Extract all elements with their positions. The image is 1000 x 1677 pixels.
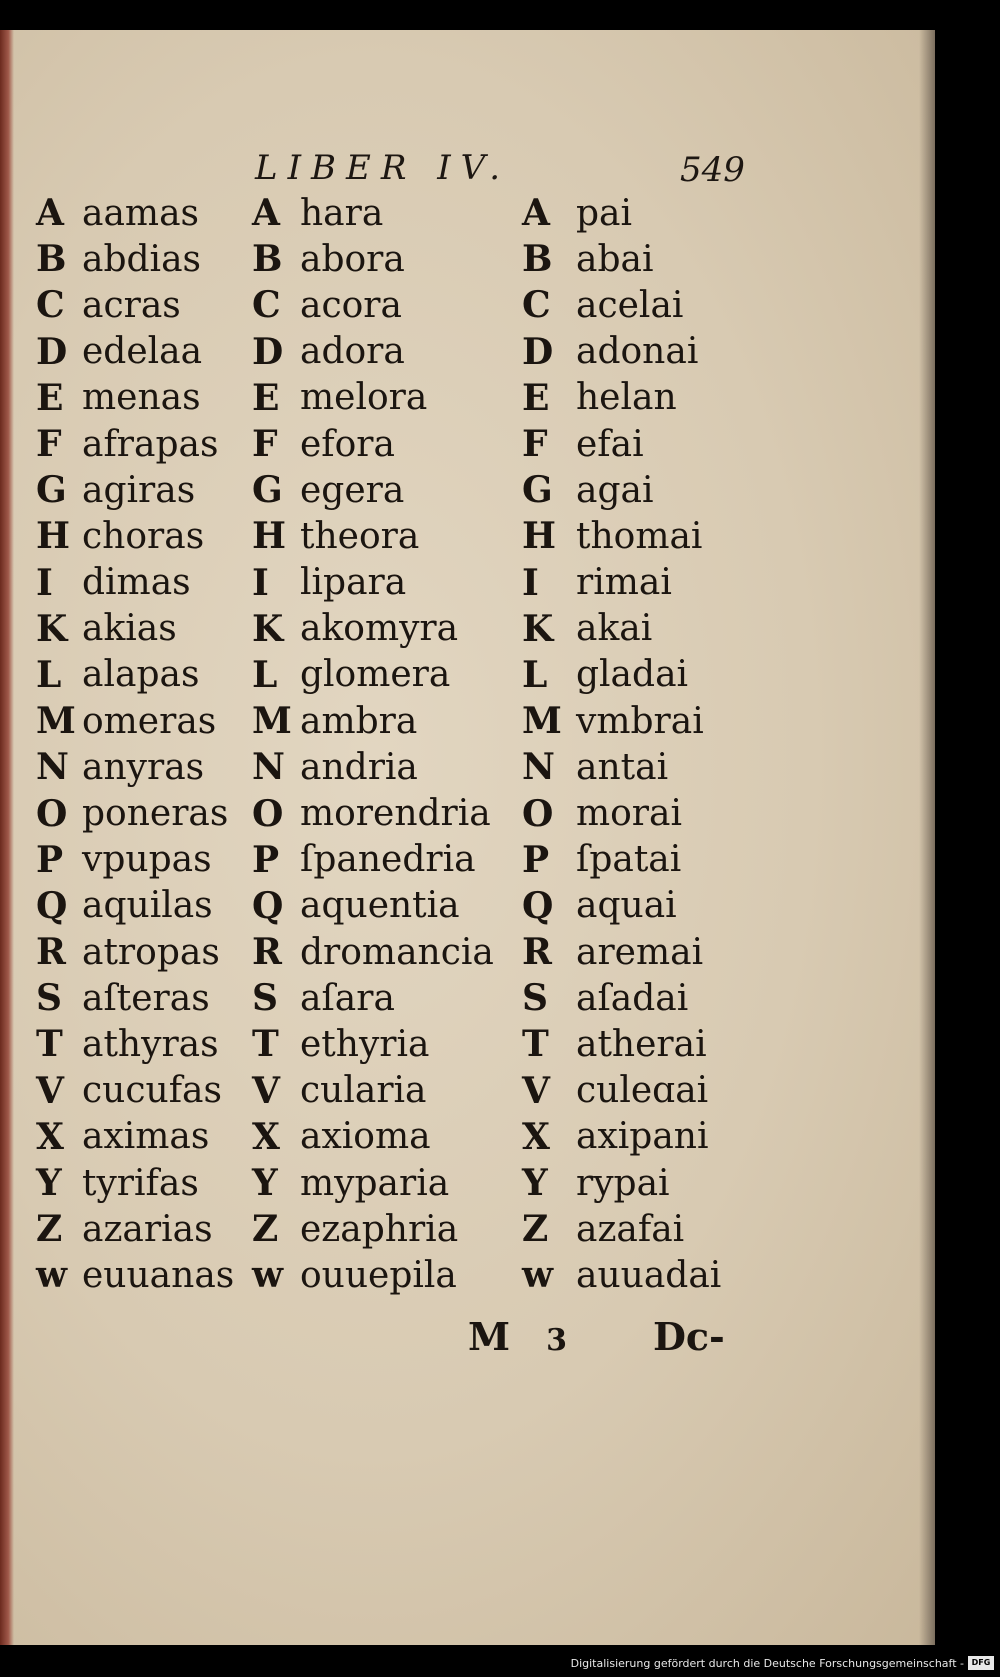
cipher-row xyxy=(522,236,721,282)
page-number: 549 xyxy=(680,150,745,190)
row-word: hara xyxy=(300,192,384,234)
row-word: axipani xyxy=(576,1116,709,1158)
cipher-row xyxy=(522,883,721,929)
cipher-row xyxy=(522,744,721,790)
row-word: azafai xyxy=(576,1208,685,1250)
row-letter: O xyxy=(36,792,68,835)
row-letter: G xyxy=(252,469,283,512)
row-word: edelaa xyxy=(82,331,203,373)
row-word: ſpatai xyxy=(576,839,682,881)
row-letter: V xyxy=(36,1069,64,1112)
row-word: ambra xyxy=(300,700,418,742)
row-letter: S xyxy=(36,977,62,1020)
row-letter: E xyxy=(36,376,64,419)
cipher-row xyxy=(522,790,721,836)
cipher-row xyxy=(522,1114,721,1160)
row-letter: P xyxy=(522,838,550,881)
cipher-row xyxy=(36,282,234,328)
row-letter: A xyxy=(36,192,64,235)
row-word: akias xyxy=(82,608,177,650)
row-word: aſadai xyxy=(576,977,689,1019)
cipher-row xyxy=(252,329,494,375)
cipher-row xyxy=(252,975,494,1021)
row-word: gladai xyxy=(576,654,689,696)
row-word: abdias xyxy=(82,238,202,280)
cipher-row xyxy=(252,698,494,744)
running-head: LIBER IV. xyxy=(255,148,511,188)
dfg-logo: DFG xyxy=(968,1656,994,1670)
row-letter: K xyxy=(522,607,554,650)
signature-mark: M xyxy=(468,1314,511,1359)
cipher-row xyxy=(522,975,721,1021)
signature-number: 3 xyxy=(546,1323,567,1358)
row-letter: S xyxy=(252,977,278,1020)
cipher-row xyxy=(252,1252,494,1298)
row-letter: C xyxy=(522,284,551,327)
row-word: aquilas xyxy=(82,885,213,927)
row-word: efai xyxy=(576,423,644,465)
row-word: ouuepila xyxy=(300,1254,457,1296)
cipher-row xyxy=(252,790,494,836)
row-letter: O xyxy=(522,792,554,835)
row-letter: Z xyxy=(36,1208,63,1251)
row-word: rimai xyxy=(576,562,672,604)
row-letter: E xyxy=(252,376,280,419)
row-letter: R xyxy=(522,931,552,974)
cipher-row xyxy=(36,790,234,836)
row-letter: P xyxy=(36,838,64,881)
cipher-row xyxy=(252,652,494,698)
row-word: auuadai xyxy=(576,1254,722,1296)
cipher-row xyxy=(252,375,494,421)
row-word: agiras xyxy=(82,469,196,511)
cipher-row xyxy=(252,1160,494,1206)
cipher-row xyxy=(522,1068,721,1114)
row-word: atropas xyxy=(82,931,220,973)
row-letter: F xyxy=(36,423,62,466)
cipher-row xyxy=(252,837,494,883)
cipher-row xyxy=(36,513,234,559)
row-word: euuanas xyxy=(82,1254,235,1296)
row-word: pai xyxy=(576,192,633,234)
row-letter: D xyxy=(252,330,284,373)
row-word: thomai xyxy=(576,515,703,557)
row-letter: B xyxy=(36,238,67,281)
row-letter: K xyxy=(36,607,68,650)
cipher-row xyxy=(36,1114,234,1160)
row-word: rypai xyxy=(576,1162,670,1204)
cipher-row xyxy=(252,1206,494,1252)
cipher-row xyxy=(522,560,721,606)
cipher-row xyxy=(36,421,234,467)
cipher-row xyxy=(36,975,234,1021)
row-letter: C xyxy=(36,284,65,327)
row-word: adonai xyxy=(576,331,699,373)
cipher-row xyxy=(522,329,721,375)
row-word: myparia xyxy=(300,1162,450,1204)
row-word: culeɑai xyxy=(576,1070,709,1112)
row-word: aquentia xyxy=(300,885,460,927)
cipher-row xyxy=(36,467,234,513)
row-word: alapas xyxy=(82,654,200,696)
row-letter: Y xyxy=(522,1162,548,1205)
row-word: vmbrai xyxy=(576,700,704,742)
cipher-row xyxy=(252,190,494,236)
cipher-row xyxy=(522,929,721,975)
row-letter: M xyxy=(252,700,292,743)
row-letter: w xyxy=(252,1254,283,1297)
row-letter: w xyxy=(36,1254,67,1297)
row-letter: L xyxy=(252,653,278,696)
cipher-row xyxy=(252,467,494,513)
row-word: athyras xyxy=(82,1023,219,1065)
cipher-row xyxy=(252,236,494,282)
cipher-row xyxy=(252,1068,494,1114)
cipher-row xyxy=(36,606,234,652)
row-word: poneras xyxy=(82,793,229,835)
row-letter: Q xyxy=(36,884,68,927)
cipher-row xyxy=(36,190,234,236)
cipher-row xyxy=(36,652,234,698)
row-word: antai xyxy=(576,746,669,788)
row-letter: X xyxy=(252,1115,280,1158)
cipher-row xyxy=(36,837,234,883)
cipher-row xyxy=(36,1021,234,1067)
row-letter: G xyxy=(522,469,553,512)
row-letter: M xyxy=(36,700,76,743)
cipher-column-3 xyxy=(522,190,721,1299)
row-word: morendria xyxy=(300,793,491,835)
cipher-row xyxy=(252,421,494,467)
row-letter: T xyxy=(252,1023,279,1066)
row-letter: w xyxy=(522,1254,553,1297)
row-letter: M xyxy=(522,700,562,743)
catchword: Dc- xyxy=(652,1314,725,1359)
row-letter: Z xyxy=(252,1208,279,1251)
row-word: morai xyxy=(576,793,682,835)
cipher-row xyxy=(36,375,234,421)
row-letter: V xyxy=(252,1069,280,1112)
row-word: acelai xyxy=(576,284,684,326)
row-letter: X xyxy=(522,1115,550,1158)
row-letter: L xyxy=(522,653,548,696)
row-letter: X xyxy=(36,1115,64,1158)
row-letter: C xyxy=(252,284,281,327)
cipher-row xyxy=(522,1252,721,1298)
row-word: acras xyxy=(82,284,181,326)
row-letter: P xyxy=(252,838,280,881)
cipher-row xyxy=(252,560,494,606)
row-word: axioma xyxy=(300,1116,431,1158)
row-word: afrapas xyxy=(82,423,219,465)
row-word: andria xyxy=(300,746,418,788)
row-letter: I xyxy=(522,561,539,604)
row-word: cucufas xyxy=(82,1070,222,1112)
cipher-row xyxy=(36,1160,234,1206)
cipher-row xyxy=(522,190,721,236)
row-letter: D xyxy=(36,330,68,373)
row-letter: S xyxy=(522,977,548,1020)
row-word: choras xyxy=(82,515,205,557)
cipher-row xyxy=(522,467,721,513)
row-letter: Q xyxy=(252,884,284,927)
row-word: aſara xyxy=(300,977,395,1019)
row-word: ezaphria xyxy=(300,1208,459,1250)
row-letter: A xyxy=(522,192,550,235)
book-page xyxy=(0,30,935,1645)
row-letter: D xyxy=(522,330,554,373)
row-word: aſteras xyxy=(82,977,210,1019)
row-letter: T xyxy=(522,1023,549,1066)
row-word: dimas xyxy=(82,562,191,604)
cipher-column-2 xyxy=(252,190,494,1299)
cipher-row xyxy=(36,744,234,790)
row-letter: N xyxy=(36,746,69,789)
row-word: lipara xyxy=(300,562,407,604)
row-word: dromancia xyxy=(300,931,494,973)
row-word: cularia xyxy=(300,1070,427,1112)
row-letter: I xyxy=(36,561,53,604)
cipher-row xyxy=(36,560,234,606)
row-letter: V xyxy=(522,1069,550,1112)
row-letter: Q xyxy=(522,884,554,927)
row-letter: B xyxy=(252,238,283,281)
row-letter: H xyxy=(522,515,557,558)
row-letter: G xyxy=(36,469,67,512)
row-word: melora xyxy=(300,377,428,419)
cipher-row xyxy=(522,282,721,328)
cipher-row xyxy=(252,1021,494,1067)
row-word: omeras xyxy=(82,700,217,742)
row-letter: Z xyxy=(522,1208,549,1251)
row-letter: R xyxy=(252,931,282,974)
row-word: aximas xyxy=(82,1116,210,1158)
row-word: akai xyxy=(576,608,653,650)
row-letter: K xyxy=(252,607,284,650)
row-letter: R xyxy=(36,931,66,974)
row-word: tyrifas xyxy=(82,1162,199,1204)
footer-bar xyxy=(0,1645,1000,1677)
row-letter: A xyxy=(252,192,280,235)
cipher-row xyxy=(522,1206,721,1252)
row-word: menas xyxy=(82,377,201,419)
row-word: abai xyxy=(576,238,654,280)
row-word: aremai xyxy=(576,931,704,973)
cipher-row xyxy=(36,698,234,744)
row-letter: Y xyxy=(252,1162,278,1205)
row-letter: T xyxy=(36,1023,63,1066)
row-word: acora xyxy=(300,284,402,326)
row-letter: L xyxy=(36,653,62,696)
row-letter: F xyxy=(252,423,278,466)
row-word: efora xyxy=(300,423,395,465)
cipher-row xyxy=(36,1252,234,1298)
row-letter: B xyxy=(522,238,553,281)
row-letter: F xyxy=(522,423,548,466)
cipher-row xyxy=(522,606,721,652)
row-letter: O xyxy=(252,792,284,835)
digitization-credit: Digitalisierung gefördert durch die Deutsche Forschungsgemeinschaft - xyxy=(570,1657,964,1670)
cipher-row xyxy=(522,513,721,559)
row-word: glomera xyxy=(300,654,451,696)
cipher-row xyxy=(36,1206,234,1252)
cipher-row xyxy=(252,929,494,975)
row-word: egera xyxy=(300,469,405,511)
row-word: anyras xyxy=(82,746,205,788)
row-letter: N xyxy=(252,746,285,789)
row-letter: H xyxy=(36,515,71,558)
row-word: ſpanedria xyxy=(300,839,476,881)
row-word: azarias xyxy=(82,1208,213,1250)
row-word: aamas xyxy=(82,192,199,234)
cipher-row xyxy=(522,1021,721,1067)
row-word: helan xyxy=(576,377,677,419)
cipher-row xyxy=(522,1160,721,1206)
row-word: akomyra xyxy=(300,608,459,650)
row-letter: I xyxy=(252,561,269,604)
cipher-row xyxy=(252,606,494,652)
cipher-row xyxy=(36,1068,234,1114)
cipher-row xyxy=(36,236,234,282)
cipher-row xyxy=(522,652,721,698)
cipher-row xyxy=(36,929,234,975)
cipher-row xyxy=(522,421,721,467)
row-word: atherai xyxy=(576,1023,707,1065)
cipher-row xyxy=(522,375,721,421)
cipher-row xyxy=(36,883,234,929)
row-letter: H xyxy=(252,515,287,558)
row-word: abora xyxy=(300,238,405,280)
cipher-row xyxy=(252,513,494,559)
cipher-row xyxy=(36,329,234,375)
row-word: aquai xyxy=(576,885,677,927)
row-letter: N xyxy=(522,746,555,789)
cipher-row xyxy=(522,698,721,744)
cipher-row xyxy=(252,282,494,328)
row-word: adora xyxy=(300,331,405,373)
cipher-row xyxy=(252,1114,494,1160)
row-word: agai xyxy=(576,469,654,511)
cipher-row xyxy=(522,837,721,883)
cipher-column-1 xyxy=(36,190,234,1299)
row-word: vpupas xyxy=(82,839,212,881)
row-word: ethyria xyxy=(300,1023,430,1065)
cipher-row xyxy=(252,744,494,790)
signature-line xyxy=(468,1314,725,1359)
cipher-row xyxy=(252,883,494,929)
row-letter: Y xyxy=(36,1162,62,1205)
row-word: theora xyxy=(300,515,420,557)
row-letter: E xyxy=(522,376,550,419)
